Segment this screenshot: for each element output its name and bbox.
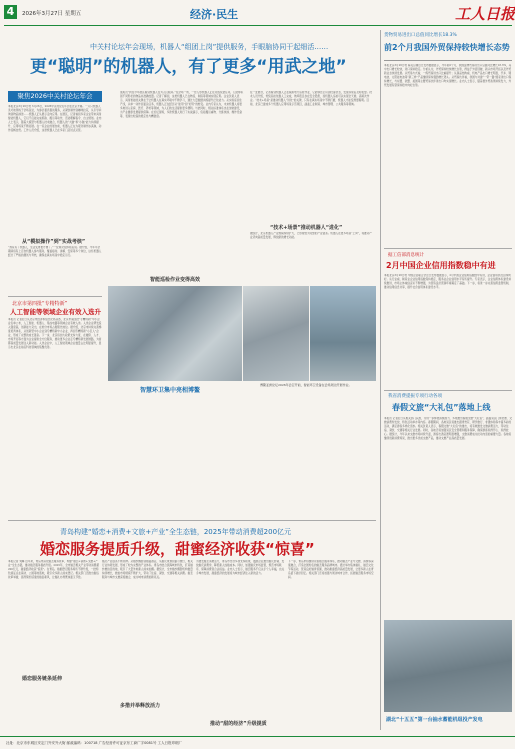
right-story-1-body: 本报北京3月26日电 海关总署近日发布数据显示，今年前2个月，我国货物贸易进出口总值同比增长18.3%，其中出口增长较快，进口保持稳定。分析认为，外贸保持较快增长态势，得益于外需回暖、新兴市场开拓以及外贸新业态快速发展。从贸易方式看，一般贸易进出口比重提升；从商品结构看，机电产品出口增长明显，汽车、锂电池、太阳能电池等“新三样”产品继续保持强劲增长势头。从贸易伙伴看，我国与共建“一带一路”国家进出口保持增长，与东盟、欧盟、美国等主要贸易伙伴进出口均实现增长。业内人士表示，随着稳外贸政策持续发力，外贸发展有望保持稳中向好态势。 <box>384 64 512 87</box>
right-story-3-body: 本报讯 记者近日从相关部门获悉，为进一步释放消费潜力，多地推出春假文旅“大礼包”，涵盖景区门票优惠、文旅消费券发放、特色活动举办等内容。春假期间，各地景区将推出踏青赏花、研学旅行、非遗体验等丰富多彩的活动，满足游客多样化需求。相关负责人表示，春假文旅“大礼包”的推出，将有效激发文旅消费活力，带动住宿、餐饮、交通等相关行业发展。同时，各地还将加强景区安全管理和服务保障，确保游客玩得开心、玩得放心。据统计，今年以来文旅市场持续升温，游客出游意愿明显增强，文旅消费成为拉动内需的重要力量。各地将继续创新消费场景，推出更多优质文旅产品，推动文旅产业高质量发展。 <box>384 417 512 440</box>
bottom-story-col-3: 为激发婚恋消费活力，青岛市出台多项支持政策，鼓励企业推出婚庆套餐、发放婚庆消费券，降低新人成婚成本。同时，加强婚庆市场监管，规范市场秩序，保障消费者合法权益。业内人士表示，婚恋服务不仅关乎个人幸福，也关乎城市发展，甜蜜经济的发展将为城市经济注入新的活力。 <box>196 560 285 575</box>
lead-body-col-3b: 据统计，北京机器人产业规模持续扩大，已形成较为完整的产业链条。机器人在更多场景“上岗”，将推动产业迈向高质量发展，释放新的增长动能。 <box>250 232 372 239</box>
lead-subhead-2: “技术+场景”推动机器人“进化” <box>270 225 343 231</box>
photo-robot-service <box>108 286 242 381</box>
right-story-1-headline: 前2个月我国外贸保持较快增长态势 <box>384 43 510 52</box>
bottom-story-col-4: 下一步，青岛市将继续完善婚恋服务体系，推动婚恋产业与文旅、消费等深度融合，打造全国知名的婚恋服务品牌城市。通过举办集体婚礼、婚恋文化节等活动，营造良好婚育氛围，推动甜蜜经济高质量发展，让更多新人在青岛留下美好回忆。相关部门还将加强与周边城市合作，拓展婚恋服务市场空间。 <box>288 560 374 579</box>
header-divider <box>4 25 512 26</box>
bottom-subhead-1: 婚恋服务链条延伸 <box>22 676 63 682</box>
photo-robot-closeup <box>243 286 309 381</box>
photo-headline: 智慧环卫集中亮相博鳌 <box>140 387 201 394</box>
bottom-story-col-1: 本报记者 刘琳 近年来，青岛市深化婚恋服务改革，构建“婚恋+消费+文旅+产业”全生态链，推动婚恋服务提质升级。2025年，全市婚恋相关产业带动消费超200亿元，甜蜜经济收获“惊喜”。在青岛，婚姻登记服务场所不断升级，一批特色颁证点在海边、公园等地落地，吸引众多新人前来登记。相关部门还推出婚俗改革举措，倡导简约适度的婚俗新风，让婚礼办得既体面又节俭。 <box>8 560 99 579</box>
lead-body-col-2: 值班员“我在今年展区看到机器人在为人们服务。”在会场一角，一台人形机器人正在完成包装任务，它能够识别不同形状的物品并准确放置。记者了解到，这类机器人已在物流、制造等领域实现应用。企业负责人表示，具身智能的关键在于让机器人在真实环境中不断学习，通过大量数据训练提升泛化能力。从实验室到生产线，从单一动作到复杂任务，机器人正在经历从“能用”到“好用”的转变。业内专家认为，未来机器人将更多地进入家庭、医疗、养老等领域，为人们的生活提供更多便利。与此同时，相关标准体系也在加快建设，为产业健康发展提供保障。在论坛现场，多款机器人进行了实战演示，包括搬运重物、分拣快递、操作设备等，表现出较高的稳定性与精准度。 <box>120 91 244 118</box>
right-bottom-caption: 湖北“十五五”第一台抽水蓄能机组投产发电 <box>386 717 483 723</box>
right-story-1-kicker: 货物贸易进出口总值同比增长18.3% <box>384 33 457 38</box>
bottom-subhead-2: 多措并举释放活力 <box>120 703 161 709</box>
column-box-label: 聚焦2026中关村论坛年会 <box>8 91 102 102</box>
page-header <box>0 0 515 26</box>
lead-body-col-1: 本报北京3月26日电 3月26日，2026中关村论坛年会在北京开幕。一只只机器人灵巧地穿梭于会场各处，为参会嘉宾提供服务，从餐饮制作到咖啡拉花，从引导问询到物品递送……机器人正从展示走向应用。在展区，记者看到多家企业带来具身智能机器人，它们不仅能完成抓取、搬运等动作，还能理解指令、自主规划。业内人士表示，随着大模型与机器人技术融合，机器人的“大脑”和“小脑”能力持续提升，应用场景不断拓展。在一家企业的展台前，机器人正在为观众制作冰淇淋，动作流畅自然。工作人员介绍，这款机器人已在多家门店试点运营。 <box>8 105 102 132</box>
lead-subhead-1: 从“模拟操作”到“实战考核” <box>22 239 86 245</box>
section-title: 经济·民生 <box>190 8 239 21</box>
bottom-story-kicker: 青岛构建“婚恋+消费+文旅+产业”全生态链，2025年带动消费超200亿元 <box>60 528 292 536</box>
right-rule-1 <box>384 248 512 249</box>
right-story-2-body: 本报北京3月26日电 中国企业联合会近日发布数据显示，2月中国企业信用指数稳中有进，企业信用状况总体向好。从行业看，制造业企业信用指数保持稳定，服务业企业信用水平有所提升。专家表示，企业信用体系建设持续推进，市场主体诚信意识不断增强，为营造良好营商环境奠定了基础。下一步，将进一步完善信用监管机制，推动信用信息共享，提升社会信用体系建设水平。 <box>384 274 512 289</box>
issue-date: 2026年3月27日 星期五 <box>22 11 82 17</box>
right-rule-2 <box>384 390 512 391</box>
lead-body-col-1b: “我家有了机器人，生活变得更方便了。”一位观众在体验后说。据介绍，今年年会期间将有上百台机器人参与服务，覆盖接待、讲解、安保等多个岗位，这些机器人经过了严格的测试与考核，确保在真实场景中稳定运行。 <box>8 246 102 257</box>
photo-pumped-storage <box>384 620 512 712</box>
photo-cleaning-robot <box>310 286 376 381</box>
left-story-kicker: 北京市第四批“专精特新” <box>12 301 68 307</box>
bottom-subhead-3: 推动“甜的经济”升级提质 <box>210 721 267 727</box>
page-footer <box>0 736 515 749</box>
footer-text: 社址：北京市东城区安定门外安外大街 邮政编码：100718 广告经营许可证京东工商广字0081号 工人日报印刷厂 <box>6 741 183 745</box>
right-story-1-head <box>384 30 512 61</box>
lead-subheading: 中关村论坛年会现场，机器人“组团上岗”提供服务，手眼脑协同干起细活…… <box>90 43 329 51</box>
newspaper-masthead: 工人日报 <box>455 5 515 23</box>
right-story-2-headline: 2月中国企业信用指数稳中有进 <box>386 261 496 270</box>
photo-caption: 博鳌亚洲论坛2026年会召开前，智能环卫设备在会场周边开展作业。 <box>260 383 352 387</box>
right-column-divider <box>380 30 381 730</box>
right-story-2-kicker: 据工信部消息统计 <box>388 253 424 258</box>
left-story-body: 本报讯 记者近日从北京市经济和信息化局获悉，北京市第四批“专精特新”中小企业名单公布，人工智能、机器人、集成电路等领域企业有效入选。入选企业研发投入强度高，创新能力突出，在细分市场占据领先地位。据介绍，北京市持续完善梯度培育体系，从创新型中小企业到专精特新中小企业，再到专精特新“小巨人”企业，形成了完整的成长链条。下一步，北京将加大政策支持力度，在融资、人才、市场开拓等方面为企业提供全方位服务，推动更多企业走专精特新发展道路，为首都高质量发展注入新动能。入选企业中，人工智能领域企业数量占比明显提升，显示出北京在前沿科技领域的集聚优势。 <box>8 318 102 349</box>
lead-headline: 更“聪明”的机器人，有了更多“用武之地” <box>30 57 347 77</box>
left-story-headline: 人工智能等领域企业有效入选升 <box>10 308 101 316</box>
right-story-3-kicker: 我省消费提振专项行动各项 <box>388 394 442 399</box>
lead-subhead-3: 智能巡检作业变得高效 <box>150 277 201 283</box>
bottom-story-headline: 婚恋服务提质升级，甜蜜经济收获“惊喜” <box>40 540 315 558</box>
lead-body-col-3: 在一处展台，记者看到机器人正在模拟电力巡检作业，它能够自主识别设备状态，发现异常后及时报警。技术人员介绍，传统巡检依靠人工完成，效率低且存在安全隐患，而机器人巡检可以实现全天候、高频次作业。“技术+场景”是推动机器人“进化”的关键，只有在真实场景中不断打磨，机器人才能变得更聪明。目前，北京已建成多个机器人应用场景示范项目，涵盖工业制造、城市管理、公共服务等领域。 <box>250 91 372 106</box>
left-story-rule <box>8 296 102 297</box>
page-number: 4 <box>4 5 17 19</box>
bottom-story-col-2: 婚庆产业链条不断延伸。从婚纱摄影到婚宴酒店，从婚庆策划到蜜月旅行，相关行业协同发展，形成了较为完整的产业体系。青岛市结合滨海城市特色，打造婚纱旅拍目的地，吸引了大量外地新人前来拍摄。据统计，全市婚纱摄影机构数量持续增长，旅拍市场规模不断扩大，带动了住宿、餐饮、交通等相关消费。婚恋服务与城市文旅深度融合，成为城市消费的新亮点。 <box>102 560 193 579</box>
right-story-3-headline: 春假文旅“大礼包”落地上线 <box>392 403 491 412</box>
bottom-story-rule <box>8 520 376 521</box>
